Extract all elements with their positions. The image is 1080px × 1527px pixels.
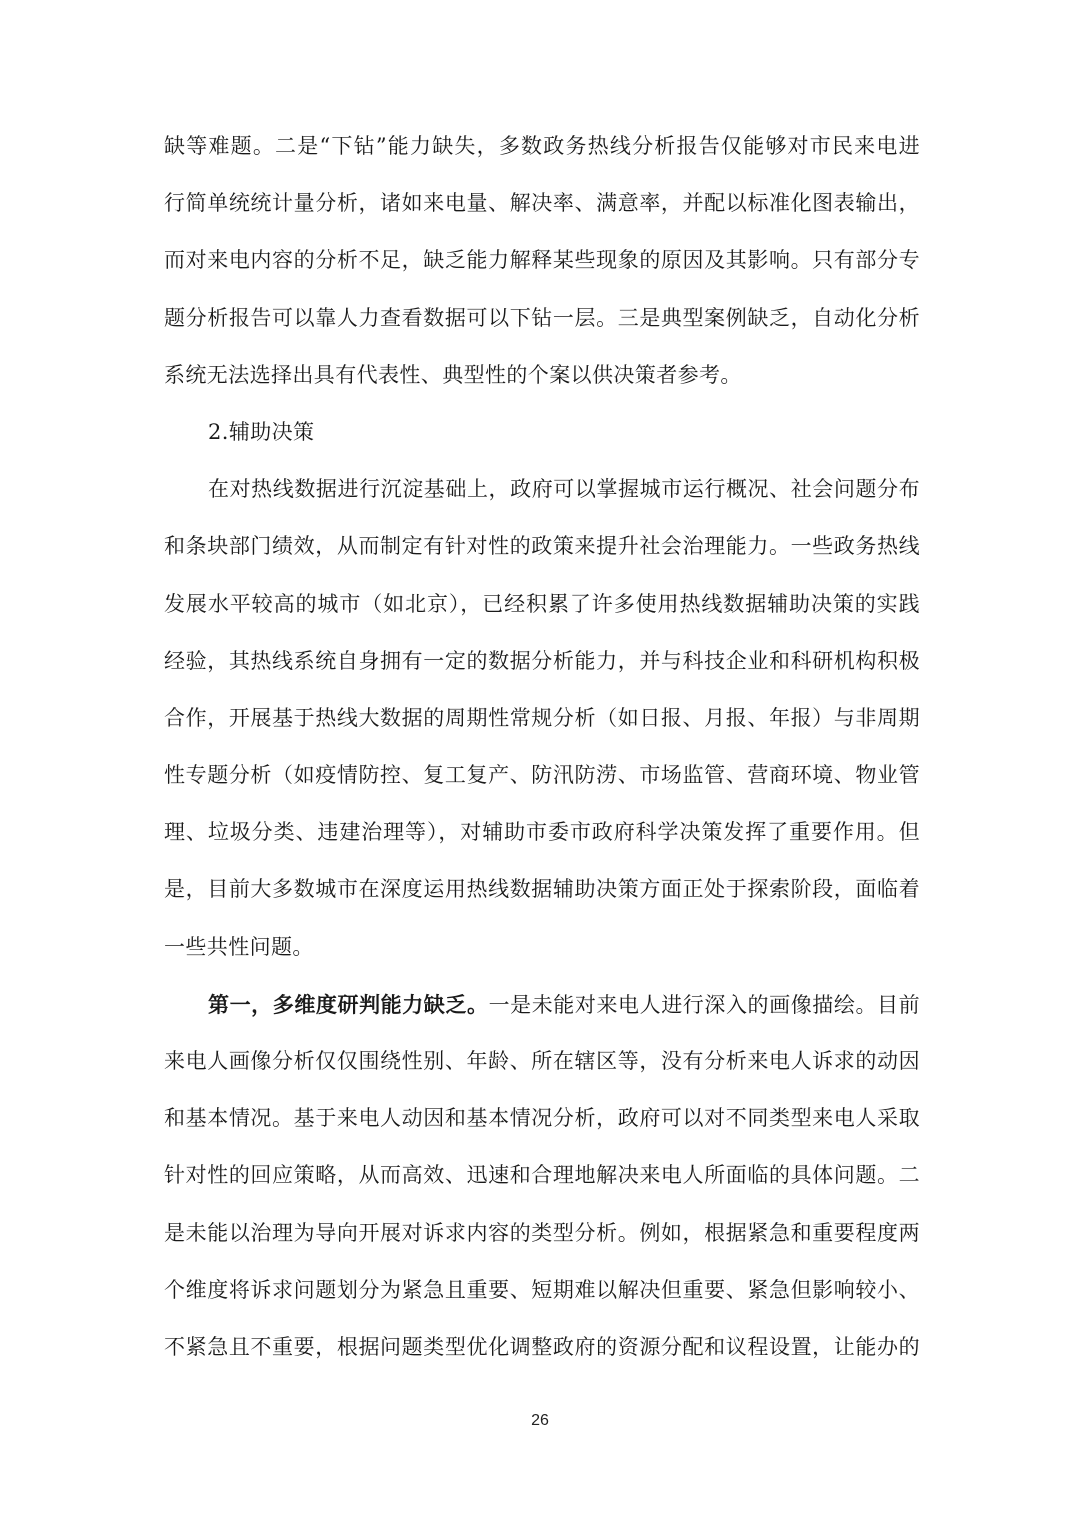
body-text [164, 118, 920, 1376]
text-line: 在对热线数据进行沉淀基础上，政府可以掌握城市运行概况、社会问题分布 [208, 477, 920, 502]
page-number: 26 [531, 1412, 549, 1429]
text-line: 题分析报告可以靠人力查看数据可以下钻一层。三是典型案例缺乏，自动化分析 [164, 305, 920, 330]
text-line: 和基本情况。基于来电人动因和基本情况分析，政府可以对不同类型来电人采取 [164, 1106, 920, 1131]
text-line: 经验，其热线系统自身拥有一定的数据分析能力，并与科技企业和科研机构积极 [164, 648, 920, 673]
text-line: 合作，开展基于热线大数据的周期性常规分析（如日报、月报、年报）与非周期 [164, 705, 920, 730]
paragraph-1 [164, 118, 920, 404]
text-line: 性专题分析（如疫情防控、复工复产、防汛防涝、市场监管、营商环境、物业管 [164, 763, 920, 788]
text-line: 发展水平较高的城市（如北京），已经积累了许多使用热线数据辅助决策的实践 [164, 591, 920, 616]
text-line: 系统无法选择出具有代表性、典型性的个案以供决策者参考。 [164, 362, 742, 387]
text-line: 一些共性问题。 [164, 934, 314, 959]
text-line: 而对来电内容的分析不足，缺乏能力解释某些现象的原因及其影响。只有部分专 [164, 248, 920, 273]
text-line [164, 976, 920, 1033]
text-line: 不紧急且不重要，根据问题类型优化调整政府的资源分配和议程设置，让能办的 [164, 1334, 920, 1359]
paragraph-lead-bold: 第一，多维度研判能力缺乏。 [208, 991, 489, 1017]
text-line: 是，目前大多数城市在深度运用热线数据辅助决策方面正处于探索阶段，面临着 [164, 877, 920, 902]
text-line: 针对性的回应策略，从而高效、迅速和合理地解决来电人所面临的具体问题。二 [164, 1163, 920, 1188]
text-line: 来电人画像分析仅仅围绕性别、年龄、所在辖区等，没有分析来电人诉求的动因 [164, 1049, 920, 1073]
paragraph-2 [164, 461, 920, 976]
section-heading: 2.辅助决策 [208, 419, 315, 444]
paragraph-3 [164, 976, 920, 1376]
text-line: 缺等难题。二是“下钻”能力缺失，多数政务热线分析报告仅能够对市民来电进 [164, 134, 920, 158]
text-line: 和条块部门绩效，从而制定有针对性的政策来提升社会治理能力。一些政务热线 [164, 534, 920, 559]
text-line: 行简单统统计量分析，诸如来电量、解决率、满意率，并配以标准化图表输出， [164, 191, 920, 216]
text-line: 是未能以治理为导向开展对诉求内容的类型分析。例如，根据紧急和重要程度两 [164, 1220, 920, 1245]
paragraph-lead-rest: 一是未能对来电人进行深入的画像描绘。目前 [488, 992, 920, 1017]
text-line: 理、垃圾分类、违建治理等），对辅助市委市政府科学决策发挥了重要作用。但 [164, 820, 920, 845]
text-line: 个维度将诉求问题划分为紧急且重要、短期难以解决但重要、紧急但影响较小、 [164, 1277, 920, 1302]
